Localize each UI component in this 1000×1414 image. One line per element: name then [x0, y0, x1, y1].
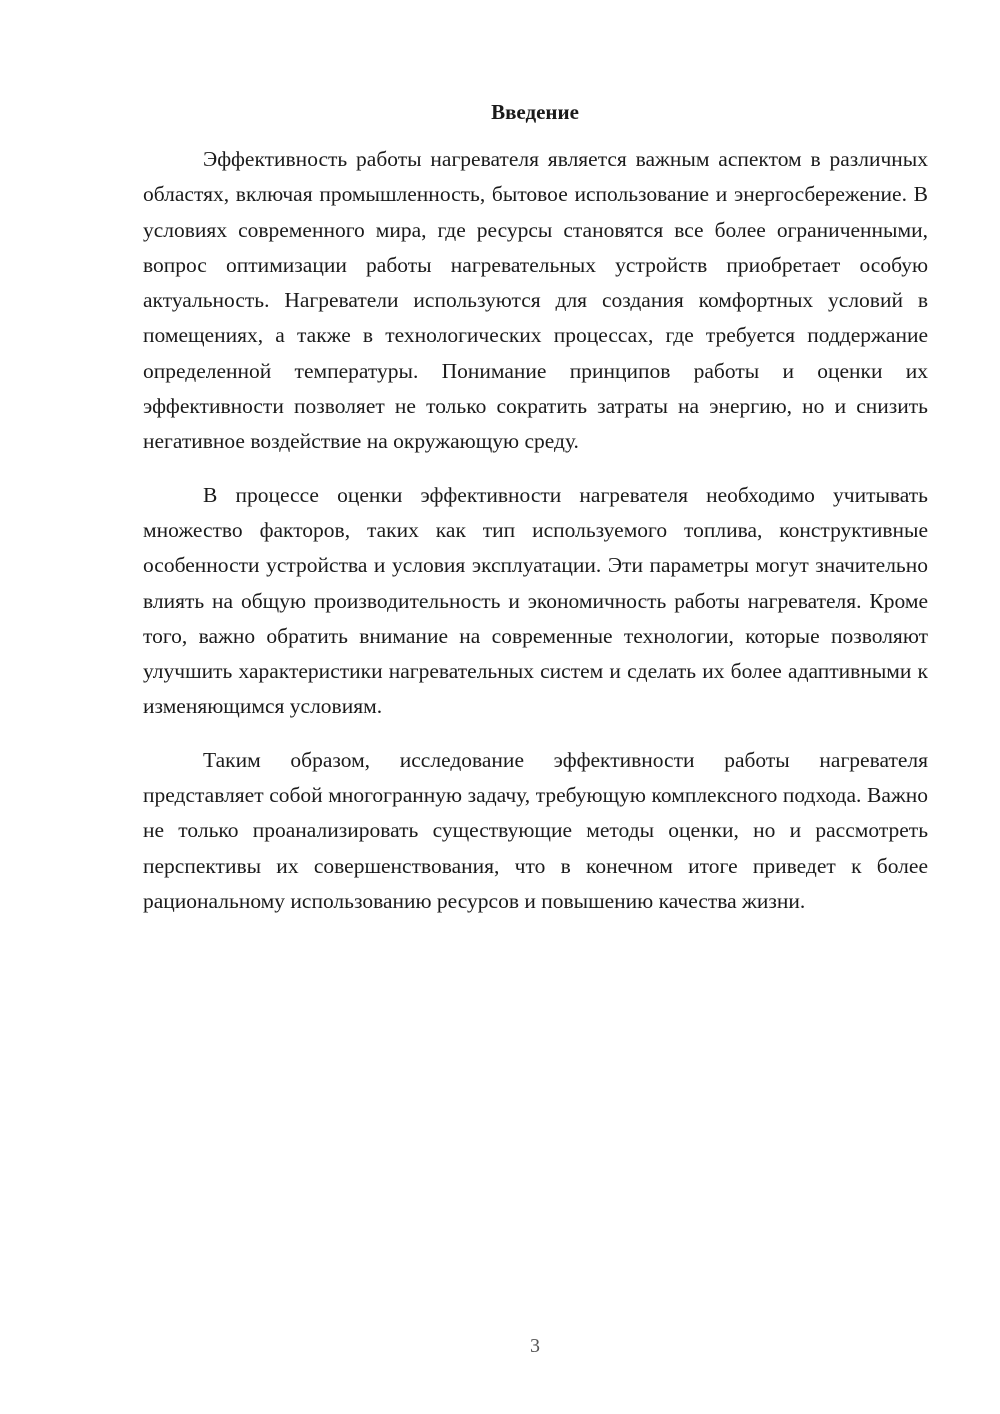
paragraph-1: Эффективность работы нагревателя является важным аспектом в различных областях, включая промышленность, бытовое использование и энергосбережение. В условиях современного мира, где ресурсы становятся все более ограниченными, вопрос оптимизации работы нагревательных устройств приобретает особую актуальность. Нагреватели используются для создания комфортных условий в помещениях, а также в технологических процессах, где требуется поддержание определенной температуры. Понимание принципов работы и оценки их эффективности позволяет не только сократить затраты на энергию, но и снизить негативное воздействие на окружающую среду.: [143, 147, 928, 454]
body-text: [143, 142, 928, 937]
paragraph-3: Таким образом, исследование эффективности работы нагревателя представляет собой многогранную задачу, требующую комплексного подхода. Важно не только проанализировать существующие методы оценки, но и рассмотреть перспективы их совершенствования, что в конечном итоге приведет к более рациональному использованию ресурсов и повышению качества жизни.: [143, 747, 928, 913]
paragraph-2: В процессе оценки эффективности нагревателя необходимо учитывать множество факторов, таких как тип используемого топлива, конструктивные особенности устройства и условия эксплуатации. Эти параметры могут значительно влиять на общую производительность и экономичность работы нагревателя. Кроме того, важно обратить внимание на современные технологии, которые позволяют улучшить характеристики нагревательных систем и сделать их более адаптивными к изменяющимся условиям.: [143, 482, 928, 719]
section-heading: Введение: [491, 100, 579, 124]
page-number: 3: [530, 1335, 540, 1357]
